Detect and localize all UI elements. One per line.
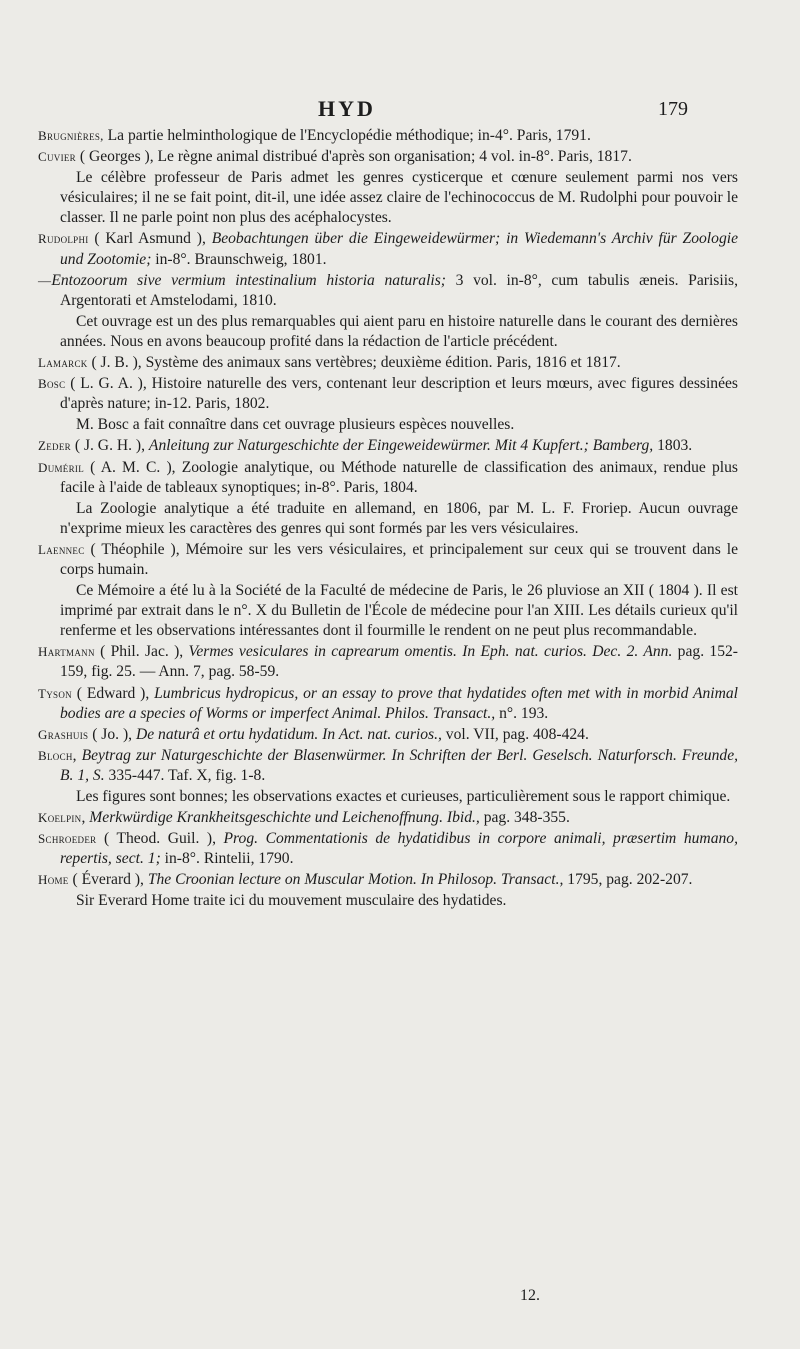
bibliography-entry bbox=[38, 458, 738, 498]
annotation-paragraph: Ce Mémoire a été lu à la Société de la Faculté de médecine de Paris, le 26 pluviose an XII ( 1804 ). Il est imprimé par extrait dans le n°. X du Bulletin de l'École de médecine pour l'an XIII. Les détails curieux qu'il renferme et les observations intéressantes dont il fourmille le rendent on ne peut plus recommandable. bbox=[60, 582, 738, 640]
bibliography-entry bbox=[38, 808, 738, 828]
annotation-paragraph: Cet ouvrage est un des plus remarquables qui aient paru en histoire naturelle dans le courant des dernières années. Nous en avons beaucoup profité dans la rédaction de l'article précédent. bbox=[60, 312, 738, 350]
entry-text: ( Théophile ), Mémoire sur les vers vésiculaires, et principalement sur ceux qui se trouvent dans le corps humain. bbox=[60, 540, 738, 578]
bibliography-body bbox=[38, 126, 738, 913]
entry-title: De naturâ et ortu hydatidum. In Act. nat. curios., bbox=[135, 725, 442, 743]
entry-title: Entozoorum sive vermium intestinalium historia naturalis; bbox=[51, 271, 447, 289]
entry-text: ( J. G. H. ), bbox=[70, 437, 149, 455]
bibliography-entry bbox=[38, 147, 738, 167]
entry-author: Bosc bbox=[38, 376, 66, 392]
entry-author: Koelpin bbox=[38, 810, 82, 826]
bibliography-entry bbox=[38, 684, 738, 724]
entry-text: ( L. G. A. ), Histoire naturelle des vers, contenant leur description et leurs mœurs, avec figures dessinées d'après nature; in-12. Paris, 1802. bbox=[60, 375, 738, 413]
entry-author: Lamarck bbox=[38, 355, 88, 371]
bibliography-entry bbox=[38, 374, 738, 414]
entry-text: ( Éverard ), bbox=[68, 871, 148, 889]
bibliography-entry bbox=[38, 436, 738, 456]
entry-author: Hartmann bbox=[38, 644, 95, 660]
entry-title: Beobachtungen über die Eingeweidewürmer; in Wiedemann's Archiv für Zoologie und Zootomie; bbox=[60, 230, 738, 268]
annotation-paragraph: Sir Everard Home traite ici du mouvement musculaire des hydatides. bbox=[76, 892, 507, 910]
entry-text: ( Karl Asmund ), bbox=[88, 230, 212, 248]
entry-publication: vol. VII, pag. 408-424. bbox=[441, 725, 589, 743]
entry-text: ( Georges ), Le règne animal distribué d'après son organisation; 4 vol. in-8°. Paris, 1817. bbox=[75, 148, 632, 166]
entry-author: Bloch bbox=[38, 747, 73, 763]
entry-publication: 3 vol. in-8°, cum tabulis æneis. Parisiis, Argentorati et Amstelodami, 1810. bbox=[60, 271, 738, 309]
entry-title: The Croonian lecture on Muscular Motion. In Philosop. Transact., bbox=[147, 871, 564, 889]
entry-author: Laennec bbox=[38, 541, 85, 557]
annotation-paragraph: Le célèbre professeur de Paris admet les genres cysticerque et cœnure seulement parmi nos vers vésiculaires; il ne se fait point, dit-il, une idée assez claire de l'echinococcus de M. Rudolphi pour pouvoir le classer. Il ne parle point non plus des acéphalocystes. bbox=[60, 169, 738, 227]
entry-author: Tyson bbox=[38, 685, 72, 701]
entry-text: , bbox=[72, 746, 82, 764]
entry-publication: 1803. bbox=[653, 437, 693, 455]
entry-title: Prog. Commentationis de hydatidibus in corpore animali, præsertim humano, repertis, sect. 1; bbox=[60, 830, 738, 868]
bibliography-entry bbox=[38, 642, 738, 682]
signature-mark: 12. bbox=[520, 1287, 540, 1304]
entry-text: ( J. B. ), Système des animaux sans vertèbres; deuxième édition. Paris, 1816 et 1817. bbox=[87, 354, 621, 372]
entry-title: Anleitung zur Naturgeschichte der Eingeweidewürmer. Mit 4 Kupfert.; Bamberg, bbox=[148, 437, 654, 455]
entry-publication: n°. 193. bbox=[495, 704, 549, 722]
entry-publication: pag. 152-159, fig. 25. — Ann. 7, pag. 58-59. bbox=[60, 643, 739, 681]
annotation-paragraph: M. Bosc a fait connaître dans cet ouvrage plusieurs espèces nouvelles. bbox=[76, 416, 515, 434]
running-title: HYD bbox=[318, 96, 376, 121]
annotation-paragraph: La Zoologie analytique a été traduite en allemand, en 1806, par M. L. F. Froriep. Aucun ouvrage n'exprime mieux les caractères des genres qui sont formés par les vers vésiculaires. bbox=[60, 499, 738, 537]
entry-publication: pag. 348-355. bbox=[479, 809, 570, 827]
entry-author: — bbox=[38, 272, 52, 288]
entry-text: ( Jo. ), bbox=[88, 725, 136, 743]
bibliography-entry bbox=[38, 229, 738, 269]
bibliography-entry bbox=[38, 353, 738, 373]
entry-author: Cuvier bbox=[38, 149, 76, 165]
entry-publication: 335-447. Taf. X, fig. 1-8. bbox=[104, 766, 266, 784]
bibliography-entry bbox=[38, 870, 738, 890]
entry-author: Rudolphi bbox=[38, 231, 89, 247]
entry-text: ( A. M. C. ), Zoologie analytique, ou Méthode naturelle de classification des animaux, rendue plus facile à l'aide de tableaux synoptiques; in-8°. Paris, 1804. bbox=[60, 458, 738, 496]
entry-author: Brugnières, bbox=[38, 128, 104, 143]
running-header bbox=[0, 96, 800, 126]
bibliography-entry bbox=[38, 540, 738, 580]
entry-author: Zeder bbox=[38, 438, 71, 454]
entry-text: ( Theod. Guil. ), bbox=[96, 830, 224, 848]
bibliography-entry bbox=[38, 271, 738, 311]
entry-author: Duméril bbox=[38, 459, 84, 475]
entry-text: , bbox=[81, 809, 90, 827]
entry-text: ( Phil. Jac. ), bbox=[94, 643, 189, 661]
entry-title: Vermes vesiculares in caprearum omentis. In Eph. nat. curios. Dec. 2. Ann. bbox=[188, 643, 673, 661]
bibliography-entry bbox=[38, 829, 738, 869]
entry-publication: 1795, pag. 202-207. bbox=[563, 871, 693, 889]
bibliography-entry bbox=[38, 126, 738, 146]
entry-publication: in-8°. Rintelii, 1790. bbox=[160, 850, 294, 868]
entry-text: ( Edward ), bbox=[71, 684, 155, 702]
entry-publication: in-8°. Braunschweig, 1801. bbox=[151, 250, 327, 268]
bibliography-entry bbox=[38, 725, 738, 745]
page-number: 179 bbox=[658, 98, 688, 120]
entry-author: Home bbox=[38, 872, 69, 888]
annotation-paragraph: Les figures sont bonnes; les observations exactes et curieuses, particulièrement sous le rapport chimique. bbox=[76, 788, 731, 805]
entry-title: Merkwürdige Krankheitsgeschichte und Leichenoffnung. Ibid., bbox=[89, 809, 480, 827]
entry-author: Schroeder bbox=[38, 831, 97, 847]
bibliography-entry bbox=[38, 746, 738, 786]
entry-author: Grashuis bbox=[38, 726, 89, 742]
entry-text: La partie helminthologique de l'Encyclopédie méthodique; in-4°. Paris, 1791. bbox=[103, 127, 591, 144]
entry-title: Beytrag zur Naturgeschichte der Blasenwürmer. In Schriften der Berl. Geselsch. Naturforsch. Freunde, B. 1, S. bbox=[60, 746, 739, 784]
entry-title: Lumbricus hydropicus, or an essay to prove that hydatides often met with in morbid Animal bodies are a species of Worms or imperfect Animal. Philos. Transact., bbox=[60, 684, 738, 722]
